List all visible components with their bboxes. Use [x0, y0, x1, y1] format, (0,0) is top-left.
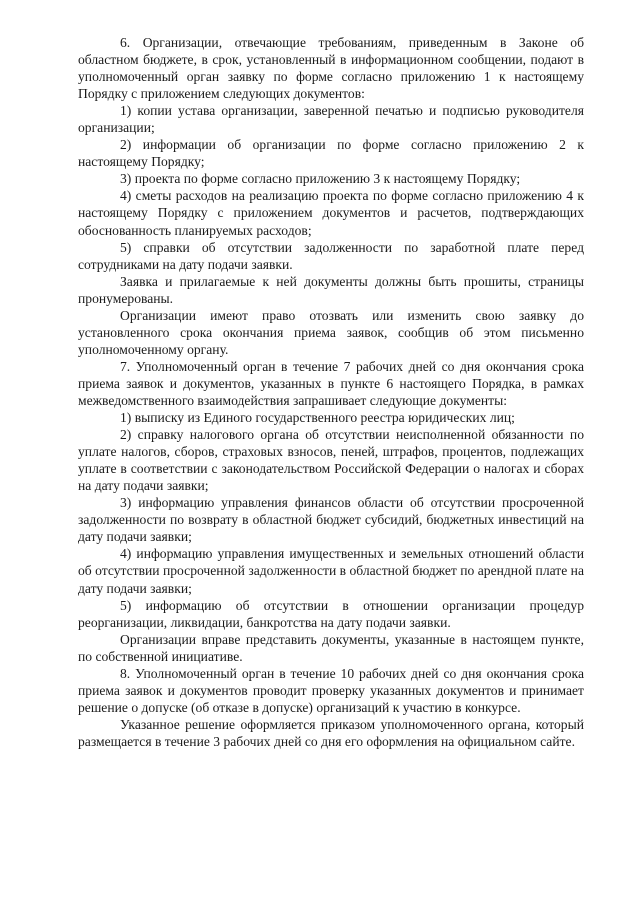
list-item-6-5: 5) справки об отсутствии задолженности по заработной плате перед сотрудниками на дату подачи заявки. — [78, 239, 584, 272]
list-item-7-1: 1) выписку из Единого государственного реестра юридических лиц; — [120, 410, 515, 426]
paragraph-6-intro: 6. Организации, отвечающие требованиям, приведенным в Законе об областном бюджете, в срок, установленный в информационном сообщении, подают в уполномоченный орган заявку по форме согласно приложению 1 к настоящему Порядку с приложением следующих документов: — [78, 35, 584, 102]
list-item-6-2: 2) информации об организации по форме согласно приложению 2 к настоящему Порядку; — [78, 137, 584, 170]
list-item-7-3: 3) информацию управления финансов области об отсутствии просроченной задолженности по возврату в областной бюджет субсидий, бюджетных инвестиций на дату подачи заявки; — [78, 495, 584, 545]
paragraph-7-intro: 7. Уполномоченный орган в течение 7 рабочих дней со дня окончания срока приема заявок и документов, указанных в пункте 6 настоящего Порядка, в рамках межведомственного взаимодействия запрашивает следующие документы: — [78, 358, 584, 408]
paragraph-8: 8. Уполномоченный орган в течение 10 рабочих дней со дня окончания срока приема заявок и документов проводит проверку указанных документов и принимает решение о допуске (об отказе в допуске) организаций к участию в конкурсе. — [78, 665, 584, 715]
document-body — [78, 34, 584, 750]
list-item-6-1: 1) копии устава организации, заверенной печатью и подписью руководителя организации; — [78, 103, 584, 136]
paragraph-decision-publication: Указанное решение оформляется приказом уполномоченного органа, который размещается в течение 3 рабочих дней со дня его оформления на официальном сайте. — [78, 716, 584, 749]
list-item-6-3: 3) проекта по форме согласно приложению 3 к настоящему Порядку; — [120, 171, 521, 187]
paragraph-own-initiative: Организации вправе представить документы, указанные в настоящем пункте, по собственной инициативе. — [78, 631, 584, 664]
list-item-7-4: 4) информацию управления имущественных и земельных отношений области об отсутствии просроченной задолженности в областной бюджет по арендной плате на дату подачи заявки; — [78, 546, 584, 596]
paragraph-application-binding: Заявка и прилагаемые к ней документы должны быть прошиты, страницы пронумерованы. — [78, 273, 584, 306]
list-item-7-5: 5) информацию об отсутствии в отношении организации процедур реорганизации, ликвидации, банкротства на дату подачи заявки. — [78, 597, 584, 630]
list-item-7-2: 2) справку налогового органа об отсутствии неисполненной обязанности по уплате налогов, сборов, страховых взносов, пеней, штрафов, процентов, подлежащих уплате в соответствии с законодательством Российской Федерации о налогах и сборах на дату подачи заявки; — [78, 427, 584, 494]
paragraph-withdrawal-right: Организации имеют право отозвать или изменить свою заявку до установленного срока окончания приема заявок, сообщив об этом письменно уполномоченному органу. — [78, 307, 584, 357]
list-item-6-4: 4) сметы расходов на реализацию проекта по форме согласно приложению 4 к настоящему Порядку с приложением документов и расчетов, подтверждающих обоснованность планируемых расходов; — [78, 188, 584, 238]
